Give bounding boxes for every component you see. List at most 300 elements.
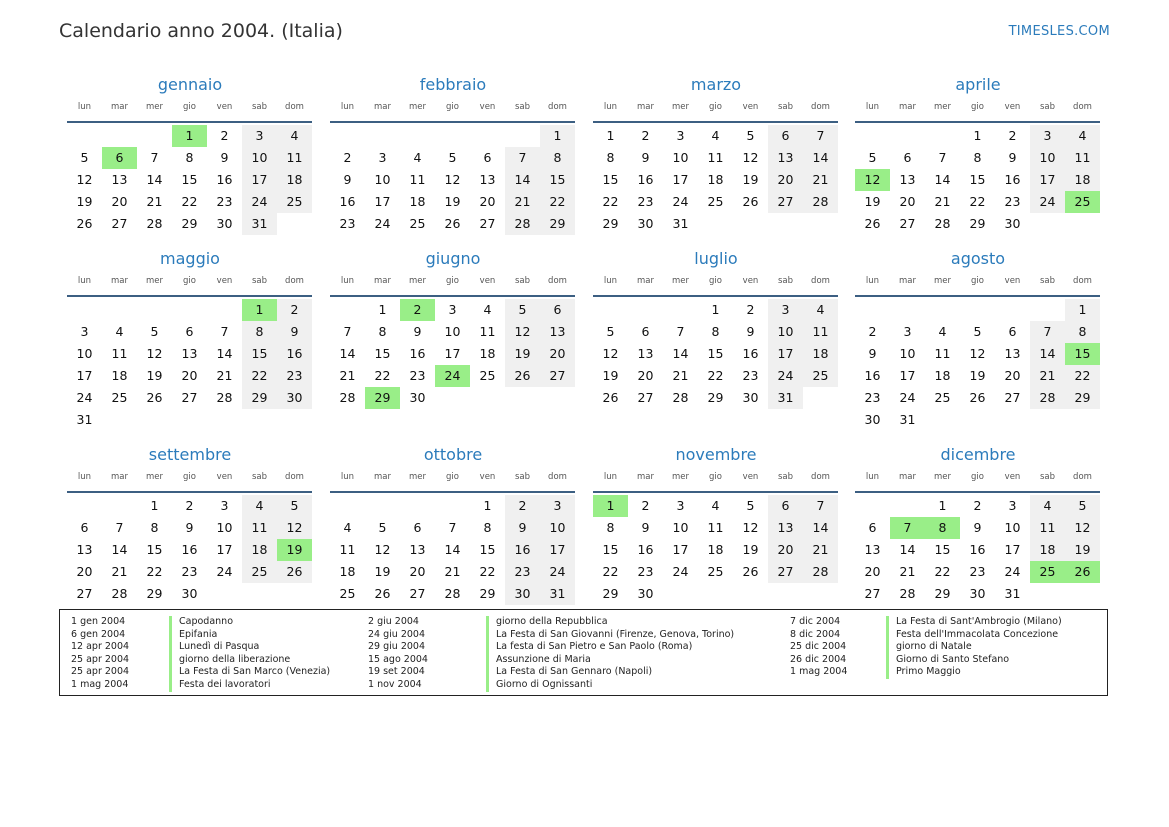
- weekday-label: mar: [111, 276, 128, 286]
- day-cell: 7: [938, 150, 947, 165]
- day-cell: 2: [973, 498, 982, 513]
- holiday-day-cell: 2: [400, 299, 435, 321]
- header-rule: [593, 491, 838, 493]
- day-cell: 14: [672, 346, 689, 361]
- day-cell: 21: [444, 564, 461, 579]
- day-cell: 14: [444, 542, 461, 557]
- day-cell: 8: [1065, 321, 1100, 343]
- legend-date: 2 giu 2004: [368, 616, 419, 627]
- day-cell: 5: [80, 150, 89, 165]
- day-cell: 5: [277, 495, 312, 517]
- day-cell: 17: [444, 346, 461, 361]
- day-cell: 9: [185, 520, 194, 535]
- day-cell: 16: [637, 172, 654, 187]
- day-cell: 21: [111, 564, 128, 579]
- header-rule: [67, 121, 312, 123]
- weekday-label: mer: [671, 276, 689, 286]
- legend-date: 12 apr 2004: [71, 641, 130, 653]
- weekday-header: [67, 472, 313, 486]
- holiday-day-cell: 29: [365, 387, 400, 409]
- day-cell: 28: [444, 586, 461, 601]
- day-cell: 17: [672, 172, 689, 187]
- weekday-label: sab: [1039, 102, 1056, 112]
- day-cell: 26: [277, 561, 312, 583]
- day-cell: 9: [973, 520, 982, 535]
- day-cell: 25: [707, 564, 724, 579]
- weekday-label: sab: [1039, 472, 1056, 482]
- day-cell: 3: [220, 498, 229, 513]
- day-cell: 8: [185, 150, 194, 165]
- day-cell: 4: [242, 495, 277, 517]
- day-cell: 3: [1008, 498, 1017, 513]
- day-cell: 1: [938, 498, 947, 513]
- day-cell: 20: [540, 343, 575, 365]
- day-cell: 2: [641, 128, 650, 143]
- legend-date: 1 gen 2004: [71, 616, 126, 627]
- weekday-label: mer: [408, 472, 426, 482]
- day-cell: 6: [641, 324, 650, 339]
- legend-holiday-name: giorno di Natale: [886, 641, 1062, 654]
- day-cell: 13: [181, 346, 198, 361]
- weekday-header: [67, 102, 313, 116]
- weekday-label: dom: [811, 472, 830, 482]
- weekday-label: mer: [408, 102, 426, 112]
- weekday-label: mer: [145, 276, 163, 286]
- weekday-header: [855, 472, 1101, 486]
- legend-holiday-name: Capodanno: [169, 616, 330, 629]
- day-cell: 30: [277, 387, 312, 409]
- day-cell: 17: [672, 542, 689, 557]
- day-cell: 24: [1004, 564, 1021, 579]
- day-cell: 21: [899, 564, 916, 579]
- day-cell: 25: [339, 586, 356, 601]
- day-cell: 5: [606, 324, 615, 339]
- day-cell: 28: [803, 191, 838, 213]
- weekday-label: mer: [933, 472, 951, 482]
- weekday-label: mar: [111, 472, 128, 482]
- day-cell: 13: [479, 172, 496, 187]
- day-cell: 27: [768, 191, 803, 213]
- day-cell: 14: [803, 147, 838, 169]
- weekday-label: ven: [479, 472, 496, 482]
- day-cell: 22: [242, 365, 277, 387]
- day-cell: 25: [409, 216, 426, 231]
- day-cell: 12: [969, 346, 986, 361]
- days-grid: [330, 495, 575, 627]
- day-cell: 21: [339, 368, 356, 383]
- day-cell: 10: [444, 324, 461, 339]
- legend-holiday-name: Assunzione di Maria: [486, 654, 734, 667]
- day-cell: 1: [606, 128, 615, 143]
- month-title: maggio: [160, 249, 220, 268]
- legend-holiday-name: La festa di San Pietro e San Paolo (Roma): [486, 641, 734, 654]
- legend-holiday-name: Epifania: [169, 629, 330, 642]
- day-cell: 11: [339, 542, 356, 557]
- day-cell: 30: [409, 390, 426, 405]
- weekday-label: lun: [603, 472, 618, 482]
- legend-date: 1 mag 2004: [71, 678, 129, 690]
- day-cell: 12: [444, 172, 461, 187]
- day-cell: 21: [803, 539, 838, 561]
- days-grid: [330, 125, 575, 257]
- day-cell: 15: [242, 343, 277, 365]
- day-cell: 13: [111, 172, 128, 187]
- days-grid: [593, 299, 838, 431]
- legend-date: 15 ago 2004: [368, 653, 428, 665]
- day-cell: 9: [220, 150, 229, 165]
- weekday-header: [593, 472, 839, 486]
- day-cell: 13: [768, 517, 803, 539]
- day-cell: 12: [505, 321, 540, 343]
- month-giugno: [330, 248, 576, 431]
- day-cell: 2: [746, 302, 755, 317]
- day-cell: 7: [1030, 321, 1065, 343]
- day-cell: 8: [483, 520, 492, 535]
- day-cell: 24: [216, 564, 233, 579]
- day-cell: 31: [242, 213, 277, 235]
- weekday-label: dom: [548, 472, 567, 482]
- day-cell: 22: [602, 564, 619, 579]
- day-cell: 10: [374, 172, 391, 187]
- day-cell: 1: [973, 128, 982, 143]
- legend-holiday-name: Giorno di Ognissanti: [486, 679, 734, 692]
- day-cell: 5: [378, 520, 387, 535]
- weekday-label: gio: [446, 472, 459, 482]
- weekday-label: dom: [548, 276, 567, 286]
- days-grid: [330, 299, 575, 431]
- day-cell: 28: [216, 390, 233, 405]
- day-cell: 25: [111, 390, 128, 405]
- day-cell: 5: [505, 299, 540, 321]
- day-cell: 19: [602, 368, 619, 383]
- weekday-label: ven: [216, 276, 233, 286]
- day-cell: 26: [76, 216, 93, 231]
- legend-date: 8 dic 2004: [790, 628, 841, 640]
- weekday-header: [67, 276, 313, 290]
- legend-date: 7 dic 2004: [790, 616, 841, 627]
- header-rule: [330, 295, 575, 297]
- day-cell: 22: [479, 564, 496, 579]
- day-cell: 27: [899, 216, 916, 231]
- day-cell: 26: [602, 390, 619, 405]
- day-cell: 11: [803, 321, 838, 343]
- day-cell: 17: [1030, 169, 1065, 191]
- weekday-label: dom: [1073, 472, 1092, 482]
- holiday-day-cell: 12: [855, 169, 890, 191]
- day-cell: 12: [1065, 517, 1100, 539]
- day-cell: 18: [111, 368, 128, 383]
- day-cell: 23: [637, 564, 654, 579]
- day-cell: 10: [672, 520, 689, 535]
- day-cell: 20: [181, 368, 198, 383]
- month-novembre: [593, 444, 839, 627]
- weekday-label: sab: [777, 276, 794, 286]
- day-cell: 16: [277, 343, 312, 365]
- day-cell: 10: [540, 517, 575, 539]
- day-cell: 29: [146, 586, 163, 601]
- day-cell: 23: [505, 561, 540, 583]
- day-cell: 27: [864, 586, 881, 601]
- weekday-label: gio: [446, 102, 459, 112]
- weekday-label: gio: [183, 276, 196, 286]
- day-cell: 31: [672, 216, 689, 231]
- day-cell: 16: [409, 346, 426, 361]
- day-cell: 18: [1030, 539, 1065, 561]
- legend-date-column: [368, 616, 428, 692]
- day-cell: 7: [505, 147, 540, 169]
- legend-holiday-name: Festa dell'Immacolata Concezione: [886, 629, 1062, 642]
- weekday-label: mer: [933, 276, 951, 286]
- weekday-label: ven: [1004, 276, 1021, 286]
- day-cell: 28: [146, 216, 163, 231]
- day-cell: 3: [676, 128, 685, 143]
- day-cell: 21: [146, 194, 163, 209]
- day-cell: 1: [378, 302, 387, 317]
- day-cell: 11: [707, 520, 724, 535]
- day-cell: 29: [181, 216, 198, 231]
- day-cell: 10: [1004, 520, 1021, 535]
- day-cell: 23: [181, 564, 198, 579]
- day-cell: 26: [505, 365, 540, 387]
- day-cell: 2: [343, 150, 352, 165]
- month-title: settembre: [148, 445, 232, 464]
- day-cell: 3: [768, 299, 803, 321]
- day-cell: 21: [803, 169, 838, 191]
- day-cell: 17: [768, 343, 803, 365]
- day-cell: 2: [641, 498, 650, 513]
- day-cell: 20: [1004, 368, 1021, 383]
- day-cell: 21: [672, 368, 689, 383]
- day-cell: 8: [540, 147, 575, 169]
- month-aprile: [855, 74, 1101, 257]
- day-cell: 28: [339, 390, 356, 405]
- weekday-label: dom: [811, 276, 830, 286]
- month-title: novembre: [675, 445, 757, 464]
- month-agosto: [855, 248, 1101, 431]
- day-cell: 4: [1030, 495, 1065, 517]
- weekday-label: lun: [865, 472, 880, 482]
- weekday-label: mer: [933, 102, 951, 112]
- header-rule: [330, 121, 575, 123]
- weekday-label: ven: [742, 276, 759, 286]
- day-cell: 23: [1004, 194, 1021, 209]
- day-cell: 13: [1004, 346, 1021, 361]
- legend-date-column: [790, 616, 847, 679]
- header-rule: [855, 295, 1100, 297]
- legend-date: 26 dic 2004: [790, 653, 847, 665]
- day-cell: 31: [540, 583, 575, 605]
- day-cell: 3: [903, 324, 912, 339]
- day-cell: 25: [803, 365, 838, 387]
- day-cell: 29: [602, 216, 619, 231]
- day-cell: 18: [277, 169, 312, 191]
- weekday-label: dom: [811, 102, 830, 112]
- weekday-label: sab: [514, 102, 531, 112]
- month-title: dicembre: [940, 445, 1016, 464]
- header-rule: [330, 491, 575, 493]
- weekday-header: [593, 276, 839, 290]
- day-cell: 24: [899, 390, 916, 405]
- day-cell: 1: [1065, 299, 1100, 321]
- legend-date-column: [71, 616, 129, 692]
- day-cell: 18: [803, 343, 838, 365]
- month-title: marzo: [690, 75, 742, 94]
- day-cell: 30: [637, 586, 654, 601]
- day-cell: 21: [1030, 365, 1065, 387]
- day-cell: 25: [277, 191, 312, 213]
- day-cell: 5: [150, 324, 159, 339]
- day-cell: 15: [602, 542, 619, 557]
- day-cell: 11: [1065, 147, 1100, 169]
- day-cell: 20: [864, 564, 881, 579]
- header-rule: [855, 491, 1100, 493]
- day-cell: 22: [146, 564, 163, 579]
- day-cell: 7: [220, 324, 229, 339]
- day-cell: 11: [409, 172, 426, 187]
- days-grid: [855, 125, 1100, 257]
- weekday-label: mer: [408, 276, 426, 286]
- day-cell: 9: [1008, 150, 1017, 165]
- day-cell: 14: [899, 542, 916, 557]
- day-cell: 22: [181, 194, 198, 209]
- day-cell: 7: [676, 324, 685, 339]
- day-cell: 22: [374, 368, 391, 383]
- day-cell: 24: [242, 191, 277, 213]
- day-cell: 27: [540, 365, 575, 387]
- day-cell: 13: [637, 346, 654, 361]
- day-cell: 9: [505, 517, 540, 539]
- day-cell: 31: [76, 412, 93, 427]
- day-cell: 18: [409, 194, 426, 209]
- day-cell: 20: [768, 169, 803, 191]
- day-cell: 9: [343, 172, 352, 187]
- holiday-day-cell: 6: [102, 147, 137, 169]
- days-grid: [67, 125, 312, 257]
- day-cell: 9: [746, 324, 755, 339]
- legend-date: 29 giu 2004: [368, 641, 425, 653]
- weekday-label: ven: [479, 102, 496, 112]
- day-cell: 22: [969, 194, 986, 209]
- day-cell: 1: [711, 302, 720, 317]
- month-title: giugno: [425, 249, 481, 268]
- legend-holiday-name: La Festa di San Marco (Venezia): [169, 666, 330, 679]
- day-cell: 17: [76, 368, 93, 383]
- day-cell: 20: [409, 564, 426, 579]
- day-cell: 12: [146, 346, 163, 361]
- weekday-label: ven: [1004, 102, 1021, 112]
- weekday-label: lun: [77, 472, 92, 482]
- day-cell: 16: [969, 542, 986, 557]
- weekday-label: gio: [183, 102, 196, 112]
- day-cell: 24: [672, 194, 689, 209]
- month-settembre: [67, 444, 313, 627]
- site-link[interactable]: TIMESLES.COM: [1008, 24, 1110, 39]
- day-cell: 20: [479, 194, 496, 209]
- days-grid: [855, 299, 1100, 431]
- day-cell: 16: [864, 368, 881, 383]
- day-cell: 4: [711, 128, 720, 143]
- day-cell: 4: [343, 520, 352, 535]
- day-cell: 29: [242, 387, 277, 409]
- day-cell: 23: [864, 390, 881, 405]
- weekday-label: gio: [446, 276, 459, 286]
- day-cell: 5: [448, 150, 457, 165]
- day-cell: 7: [803, 125, 838, 147]
- weekday-label: lun: [340, 276, 355, 286]
- legend-date: 25 dic 2004: [790, 641, 847, 653]
- month-febbraio: [330, 74, 576, 257]
- day-cell: 4: [115, 324, 124, 339]
- day-cell: 15: [969, 172, 986, 187]
- day-cell: 14: [339, 346, 356, 361]
- weekday-label: gio: [183, 472, 196, 482]
- day-cell: 27: [76, 586, 93, 601]
- day-cell: 3: [448, 302, 457, 317]
- weekday-label: gio: [971, 276, 984, 286]
- day-cell: 23: [637, 194, 654, 209]
- day-cell: 19: [505, 343, 540, 365]
- day-cell: 26: [444, 216, 461, 231]
- legend-name-column: [886, 616, 1062, 679]
- day-cell: 24: [540, 561, 575, 583]
- legend-name-column: [486, 616, 734, 692]
- day-cell: 15: [146, 542, 163, 557]
- day-cell: 23: [277, 365, 312, 387]
- day-cell: 7: [343, 324, 352, 339]
- holiday-day-cell: 26: [1065, 561, 1100, 583]
- weekday-label: mer: [145, 102, 163, 112]
- weekday-label: mar: [111, 102, 128, 112]
- day-cell: 12: [76, 172, 93, 187]
- weekday-label: sab: [514, 472, 531, 482]
- day-cell: 31: [899, 412, 916, 427]
- day-cell: 6: [868, 520, 877, 535]
- holiday-day-cell: 1: [172, 125, 207, 147]
- day-cell: 10: [672, 150, 689, 165]
- legend-holiday-name: Lunedì di Pasqua: [169, 641, 330, 654]
- weekday-label: dom: [1073, 276, 1092, 286]
- day-cell: 28: [934, 216, 951, 231]
- day-cell: 19: [969, 368, 986, 383]
- day-cell: 19: [864, 194, 881, 209]
- weekday-label: lun: [77, 102, 92, 112]
- day-cell: 3: [1030, 125, 1065, 147]
- day-cell: 30: [216, 216, 233, 231]
- legend-holiday-name: Festa dei lavoratori: [169, 679, 330, 692]
- day-cell: 4: [483, 302, 492, 317]
- day-cell: 15: [540, 169, 575, 191]
- day-cell: 23: [742, 368, 759, 383]
- day-cell: 8: [973, 150, 982, 165]
- day-cell: 2: [505, 495, 540, 517]
- day-cell: 10: [1030, 147, 1065, 169]
- weekday-label: mar: [899, 102, 916, 112]
- day-cell: 15: [374, 346, 391, 361]
- day-cell: 22: [1065, 365, 1100, 387]
- weekday-header: [855, 276, 1101, 290]
- day-cell: 5: [973, 324, 982, 339]
- day-cell: 18: [242, 539, 277, 561]
- day-cell: 6: [540, 299, 575, 321]
- day-cell: 14: [934, 172, 951, 187]
- weekday-label: lun: [77, 276, 92, 286]
- day-cell: 11: [1030, 517, 1065, 539]
- day-cell: 15: [707, 346, 724, 361]
- day-cell: 28: [672, 390, 689, 405]
- day-cell: 9: [413, 324, 422, 339]
- day-cell: 1: [150, 498, 159, 513]
- day-cell: 8: [378, 324, 387, 339]
